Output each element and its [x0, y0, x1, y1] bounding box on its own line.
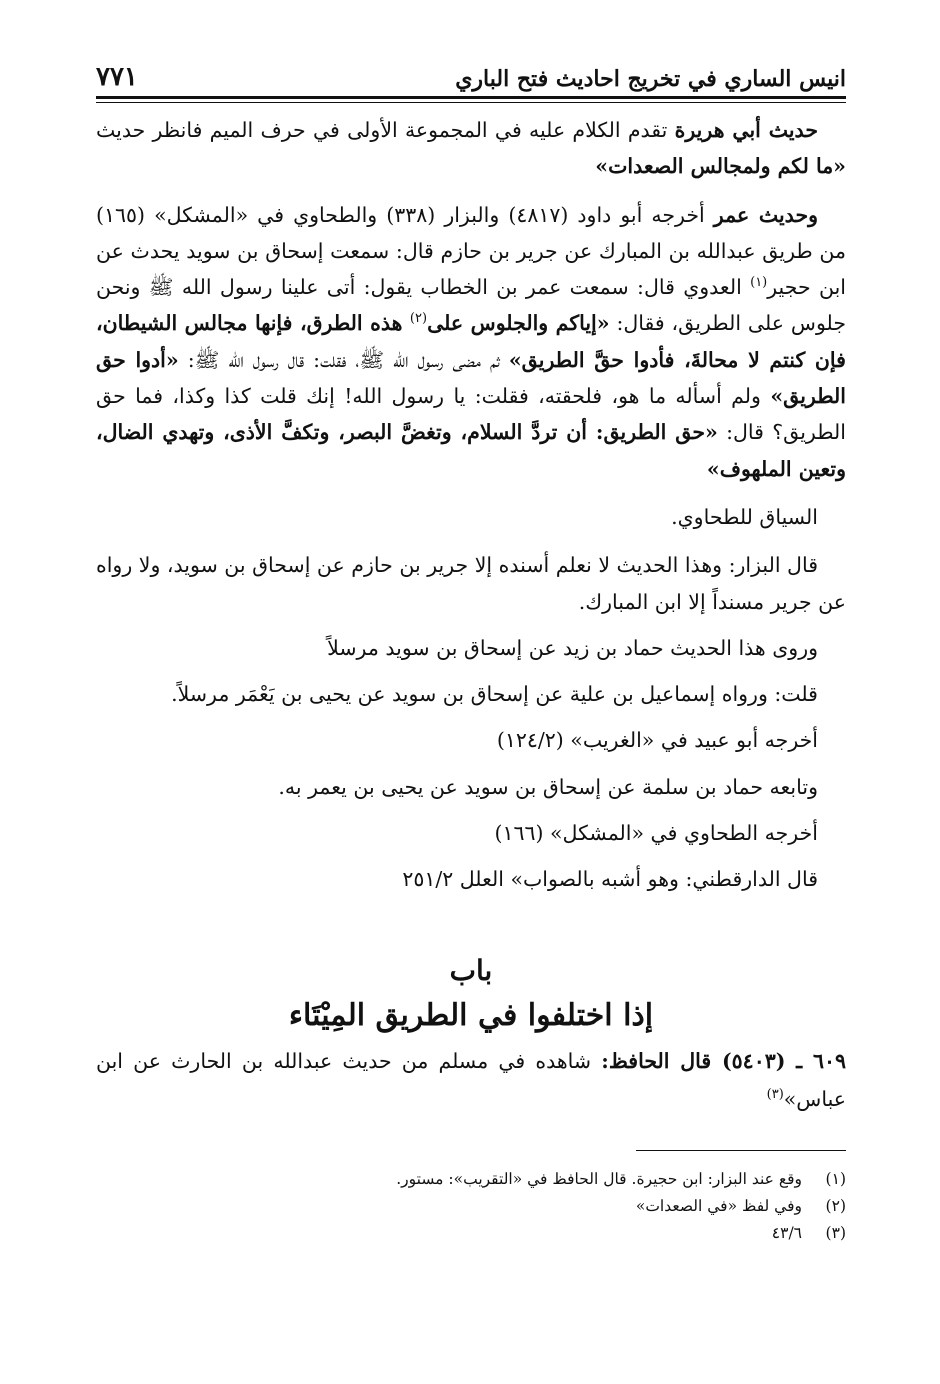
- text-segment: أخرجه الطحاوي في «المشكل» (١٦٦): [494, 821, 818, 846]
- footnote-marker: (١): [750, 275, 768, 291]
- bold-text-segment: ٦٠٩ ـ (٥٤٠٣) قال الحافظ:: [601, 1049, 846, 1073]
- footnote-item: [96, 1193, 846, 1220]
- paragraph-hammad-zayd: [96, 630, 846, 666]
- text-segment: تقدم الكلام عليه في المجموعة الأولى في حرف الميم فانظر حديث: [96, 118, 675, 142]
- footnote-item: [96, 1166, 846, 1193]
- footnote-text: ٤٣/٦: [771, 1224, 802, 1242]
- paragraph-tahawi: [96, 815, 846, 851]
- bold-text-segment: أبي هريرة: [674, 118, 761, 142]
- text-segment: ثم مضى رسول الله ﷺ، فقلت: قال رسول الله ﷺ:: [178, 347, 509, 372]
- text-segment: ولم أسأله ما هو، فلحقته، فقلت: يا رسول الله! إنك قلت كذا وكذا، فما حق الطريق؟ قال:: [96, 384, 846, 445]
- bab-label: باب: [449, 954, 493, 987]
- footnote-text: وقع عند البزار: ابن حجيرة. قال الحافظ في «التقريب»: مستور.: [396, 1170, 802, 1188]
- paragraph-siyaq: [96, 499, 846, 535]
- footnote-marker: (٣): [766, 1087, 784, 1103]
- bold-text-segment: «إياكم والجلوس على: [427, 311, 610, 336]
- footnote-rule: [636, 1150, 846, 1151]
- text-segment: قال البزار: وهذا الحديث لا نعلم أسنده إلا جرير بن حازم عن إسحاق بن سويد، ولا رواه عن جرير مسنداً إلا ابن المبارك.: [96, 553, 846, 614]
- paragraph-abu-hurayra: [96, 112, 846, 185]
- bold-text-segment: حديث: [760, 118, 818, 142]
- section-heading: [96, 950, 846, 1040]
- text-segment: قال الدارقطني: وهو أشبه بالصواب» العلل ٢٥١/٢: [402, 867, 818, 892]
- page-header: [96, 56, 846, 92]
- footnote-marker: (٢): [409, 311, 428, 327]
- bold-text-segment: «أدوا حق الطريق»: [96, 347, 846, 409]
- bold-text-segment: وحديث عمر: [713, 202, 819, 227]
- paragraph-umar-hadith: [96, 197, 846, 487]
- text-segment: العدوي قال: سمعت عمر بن الخطاب يقول: أتى علينا رسول الله ﷺ ونحن جلوس على الطريق، فقال:: [96, 275, 847, 336]
- paragraph-abu-ubayd: [96, 722, 846, 758]
- footnote-item: [96, 1220, 846, 1247]
- text-segment: وروى هذا الحديث حماد بن زيد عن إسحاق بن سويد مرسلاً: [327, 635, 818, 660]
- footnote-number: (٢): [825, 1197, 846, 1215]
- text-segment: قلت: ورواه إسماعيل بن علية عن إسحاق بن سويد عن يحيى بن يَعْمَر مرسلاً.: [171, 682, 818, 707]
- text-segment: وتابعه حماد بن سلمة عن إسحاق بن سويد عن يحيى بن يعمر به.: [278, 774, 818, 799]
- hadith-text: [96, 1042, 846, 1118]
- paragraph-daraqutni: [96, 861, 846, 897]
- bold-text-segment: «حق الطريق: أن تردَّ السلام، وتغضَّ البصر، وتكفَّ الأذى، وتهدي الضال، وتعين الملهوف»: [96, 420, 846, 481]
- bold-text-segment: هذه الطرق، فإنها مجالس الشيطان، فإن كنتم لا محالةَ، فأدوا حقَّ الطريق»: [96, 311, 846, 372]
- footnote-number: (١): [825, 1170, 846, 1188]
- paragraph-ismail-ulayya: [96, 676, 846, 712]
- text-segment: أخرجه أبو عبيد في «الغريب» (١٢٤/٢): [496, 728, 818, 753]
- footnote-text: وفي لفظ «في الصعدات»: [635, 1197, 802, 1215]
- running-title: انيس الساري في تخريج احاديث فتح الباري: [455, 66, 846, 92]
- text-segment: أخرجه أبو داود (٤٨١٧) والبزار (٣٣٨) والطحاوي في «المشكل» (١٦٥) من طريق عبدالله بن المبارك عن جرير بن حازم قال: سمعت إسحاق بن سويد يحدث عن ابن حجير: [96, 202, 846, 300]
- bold-text-segment: «ما لكم ولمجالس الصعدات»: [595, 154, 846, 179]
- page-number: ٧٧١: [96, 62, 138, 92]
- header-rule: [96, 96, 846, 103]
- body-text: [96, 112, 846, 898]
- hadith-entry: [96, 1042, 846, 1118]
- text-segment: السياق للطحاوي.: [671, 504, 818, 529]
- paragraph-bazzar: [96, 547, 846, 620]
- paragraph-hammad-salama: [96, 769, 846, 805]
- footnotes: [96, 1166, 846, 1247]
- text-segment: شاهده في مسلم من حديث عبدالله بن الحارث عن ابن عباس»: [96, 1049, 846, 1111]
- footnote-number: (٣): [825, 1224, 846, 1242]
- chapter-title: إذا اختلفوا في الطريق المِيْتَاء: [288, 998, 654, 1033]
